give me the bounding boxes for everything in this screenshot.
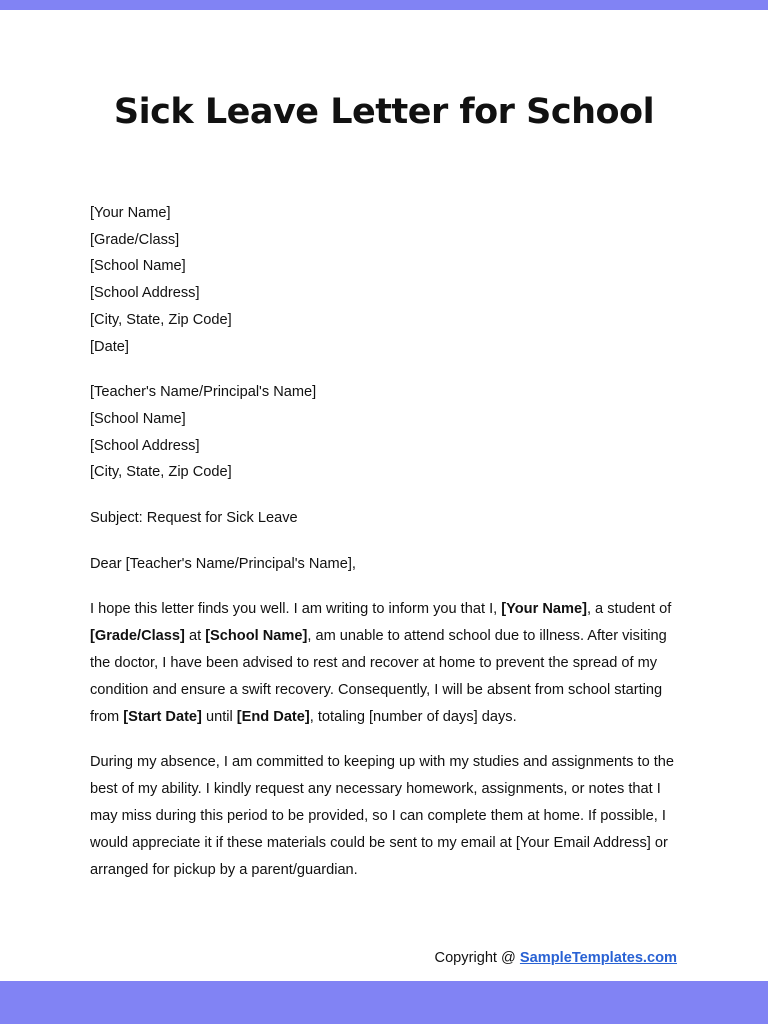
p1-bold-end-date: [End Date] [236,708,310,725]
recipient-school: [School Name] [90,410,186,427]
letter-date: [Date] [90,338,129,355]
p1-text-4: , am unable to attend school due to illness. After visiting the doctor, I have been advised to rest and recover at home to prevent the spread of my condition and ensure a swift recovery. Consequently, I will be absent from school starting from [90,628,667,725]
copyright-prefix: Copyright @ [434,950,520,966]
recipient-address-block [90,379,682,486]
body-paragraph-2: During my absence, I am committed to keeping up with my studies and assignments to the best of my ability. I kindly request any necessary homework, assignments, or notes that I may miss during this period to be provided, so I can complete them at home. If possible, I would appreciate it if these materials could be sent to my email at [Your Email Address] or arranged for pickup by a parent/guardian. [90,754,675,878]
salutation: Dear [Teacher's Name/Principal's Name], [90,555,356,572]
p1-text-3: at [184,628,206,645]
p1-bold-grade: [Grade/Class] [90,628,185,645]
page-title: Sick Leave Letter for School [113,92,655,132]
letter-body [90,200,682,883]
sampletemplates-link[interactable]: SampleTemplates.com [519,950,677,966]
sender-name: [Your Name] [90,205,171,221]
sender-school: [School Name] [90,258,186,275]
p1-bold-start-date: [Start Date] [123,708,202,725]
sender-school-address: [School Address] [90,285,200,302]
p1-bold-school: [School Name] [205,628,308,645]
sender-city-state-zip: [City, State, Zip Code] [90,311,232,328]
p1-text-2: , a student of [586,601,672,618]
p1-text-1: I hope this letter finds you well. I am writing to inform you that I, [90,601,502,618]
bottom-accent-bar [0,981,768,1024]
copyright-footer [435,950,677,966]
top-accent-bar [0,0,768,10]
recipient-name: [Teacher's Name/Principal's Name] [90,384,317,401]
sender-address-block [90,200,682,360]
sender-grade: [Grade/Class] [90,231,180,248]
p1-bold-your-name: [Your Name] [501,601,587,618]
recipient-city-state-zip: [City, State, Zip Code] [90,464,232,481]
recipient-school-address: [School Address] [90,437,200,454]
subject-line: Subject: Request for Sick Leave [90,510,298,527]
p1-text-5: until [201,708,237,725]
p1-text-6: , totaling [number of days] days. [309,708,517,725]
body-paragraph-1 [90,596,682,730]
